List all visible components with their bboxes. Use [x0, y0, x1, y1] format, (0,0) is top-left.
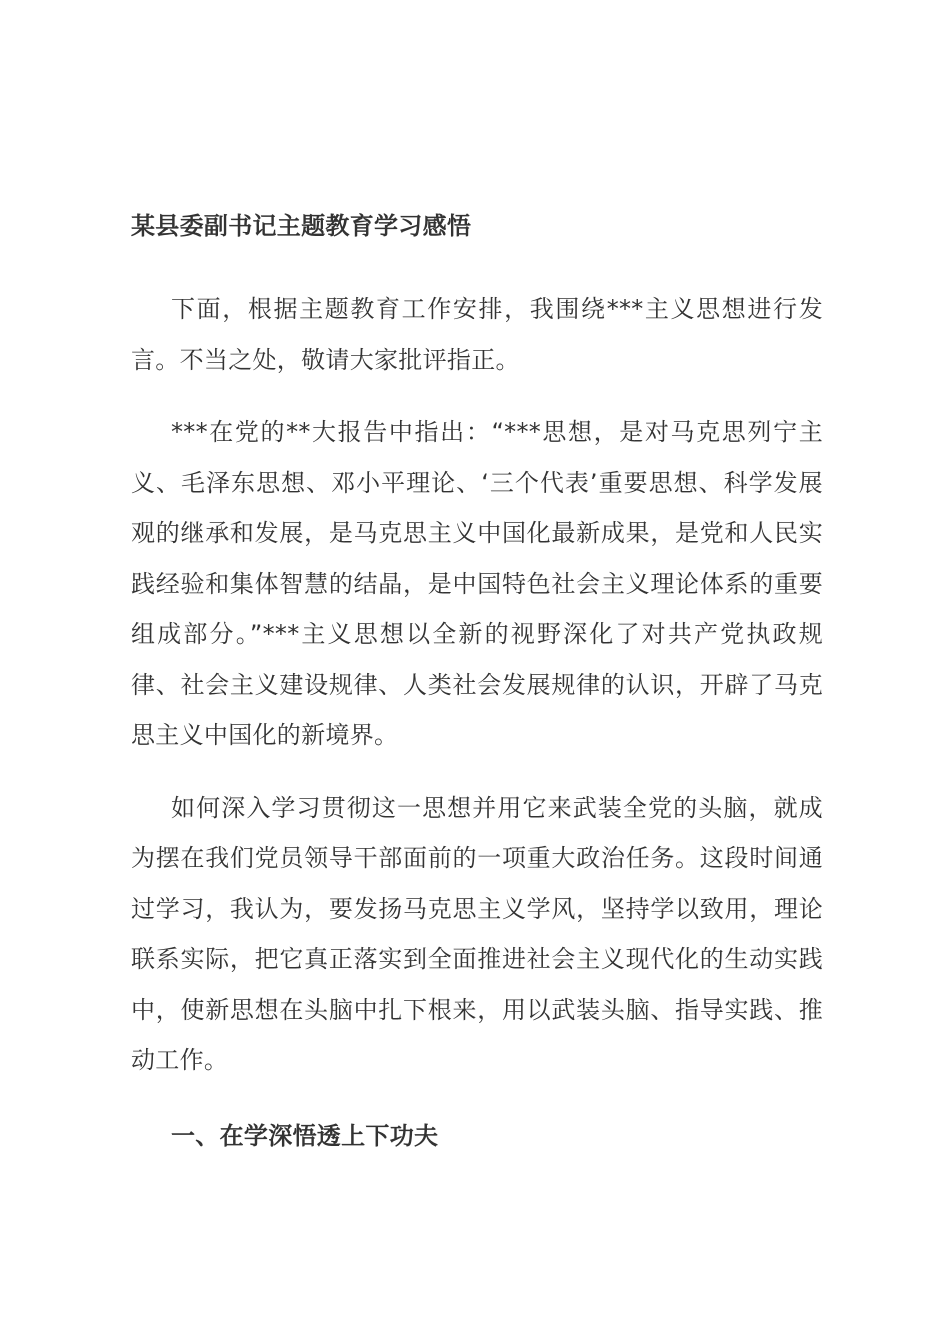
section-heading: 一、在学深悟透上下功夫: [171, 1121, 439, 1150]
document-body: [131, 206, 823, 1156]
paragraph-quote: ***在党的**大报告中指出：“***思想，是对马克思列宁主义、毛泽东思想、邓小平理论、‘三个代表’重要思想、科学发展观的继承和发展，是马克思主义中国化最新成果，是党和人民实践经验和集体智慧的结晶，是中国特色社会主义理论体系的重要组成部分。”***主义思想以全新的视野深化了对共产党执政规律、社会主义建设规律、人类社会发展规律的认识，开辟了马克思主义中国化的新境界。: [131, 418, 823, 749]
paragraph-study: 如何深入学习贯彻这一思想并用它来武装全党的头脑，就成为摆在我们党员领导干部面前的一项重大政治任务。这段时间通过学习，我认为，要发扬马克思主义学风，坚持学以致用，理论联系实际，把它真正落实到全面推进社会主义现代化的生动实践中，使新思想在头脑中扎下根来，用以武装头脑、指导实践、推动工作。: [131, 793, 823, 1074]
document-title: 某县委副书记主题教育学习感悟: [131, 212, 472, 240]
paragraph-intro: 下面，根据主题教育工作安排，我围绕***主义思想进行发言。不当之处，敬请大家批评指正。: [131, 295, 823, 374]
